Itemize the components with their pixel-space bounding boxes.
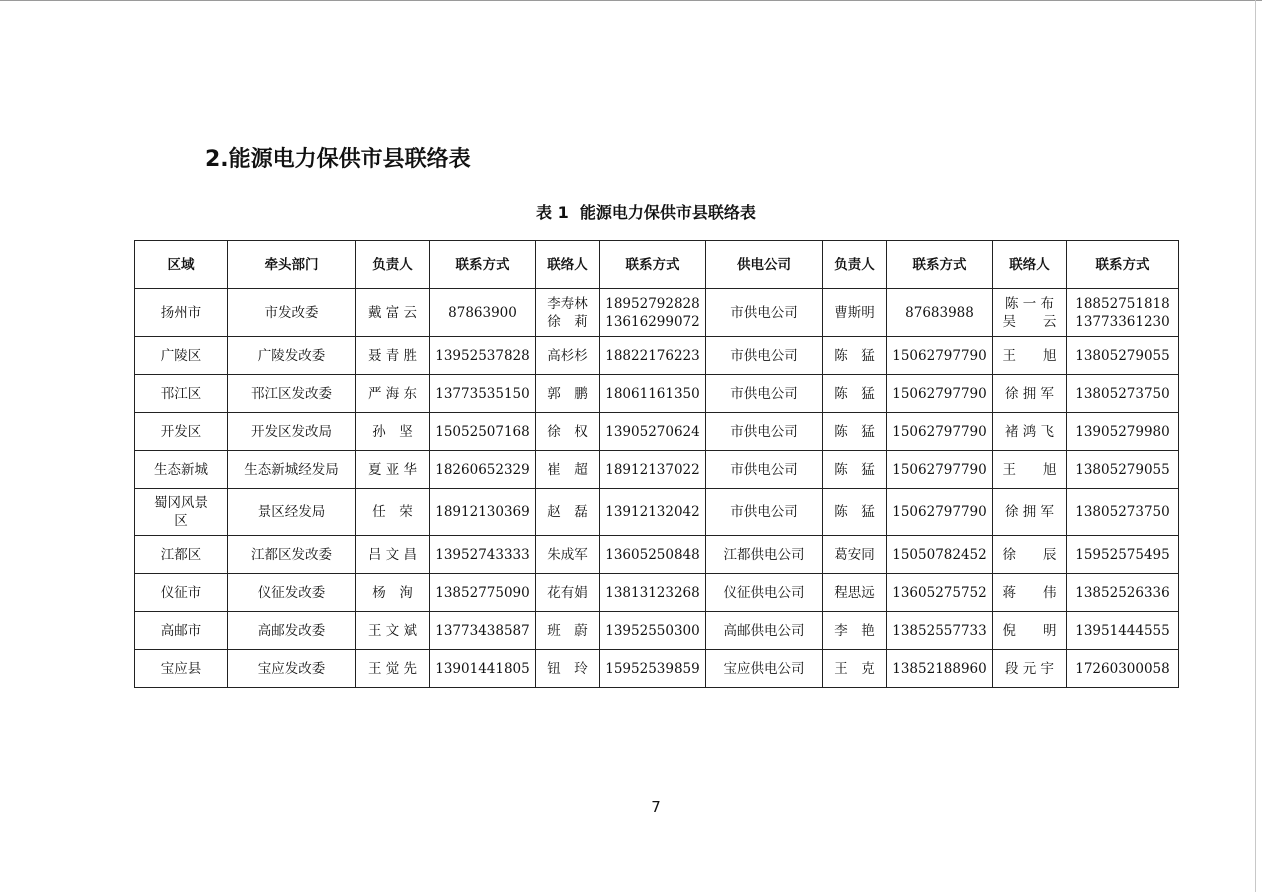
cell-liaison-phone-line: 18952792828 (605, 295, 700, 312)
cell-liaison-line: 赵 磊 (547, 504, 588, 520)
cell-liaison-line: 高杉杉 (547, 347, 588, 364)
table-body (135, 289, 1179, 688)
cell-region (135, 413, 228, 451)
cell-pc-head-phone (887, 536, 993, 574)
cell-dept-text: 江都区发改委 (251, 546, 332, 563)
cell-power-company-text: 市供电公司 (730, 347, 798, 364)
cell-region-text: 扬州市 (160, 304, 202, 321)
cell-dept-text: 高邮发改委 (257, 622, 326, 639)
cell-region-text: 蜀冈风景区 (154, 495, 208, 529)
cell-liaison-phone (600, 289, 706, 337)
cell-dept (228, 489, 356, 536)
cell-region (135, 536, 228, 574)
cell-power-company (706, 413, 823, 451)
cell-head-text: 任 荣 (372, 504, 413, 520)
cell-pc-head-phone-text: 15050782452 (892, 546, 987, 563)
cell-pc-liaison-phone (1067, 451, 1179, 489)
cell-liaison-phone-line: 13952550300 (605, 622, 700, 639)
cell-region-text: 邗江区 (160, 385, 202, 402)
cell-head (356, 289, 430, 337)
cell-pc-liaison-line: 王 旭 (1002, 347, 1057, 364)
cell-region-text: 江都区 (160, 546, 202, 563)
cell-pc-head-phone-text: 13852557733 (892, 622, 987, 639)
cell-liaison-line: 班 蔚 (547, 622, 588, 639)
cell-region-text: 开发区 (160, 423, 202, 440)
cell-pc-head-phone-text: 13605275752 (892, 584, 987, 601)
cell-head-phone-text: 13952743333 (435, 546, 530, 563)
cell-power-company-text: 市供电公司 (730, 385, 798, 402)
cell-power-company (706, 612, 823, 650)
cell-dept-text: 开发区发改局 (251, 423, 332, 440)
cell-head (356, 536, 430, 574)
cell-pc-head-text: 陈 猛 (834, 385, 875, 402)
table-row (135, 612, 1179, 650)
cell-head (356, 574, 430, 612)
cell-head-text: 杨 洵 (372, 584, 413, 601)
cell-pc-head-phone-text: 87683988 (905, 304, 974, 321)
cell-liaison (536, 536, 600, 574)
cell-pc-head-phone-text: 15062797790 (892, 504, 987, 520)
cell-liaison-phone (600, 612, 706, 650)
cell-liaison-phone (600, 337, 706, 375)
cell-pc-liaison (993, 612, 1067, 650)
cell-pc-head-phone-text: 13852188960 (892, 660, 987, 677)
table-row (135, 289, 1179, 337)
cell-liaison (536, 413, 600, 451)
cell-pc-liaison-phone (1067, 375, 1179, 413)
cell-dept-text: 生态新城经发局 (244, 461, 339, 478)
cell-power-company (706, 574, 823, 612)
cell-pc-liaison-phone-line: 13852526336 (1075, 584, 1170, 601)
cell-head-text: 吕 文 昌 (367, 546, 418, 563)
cell-pc-liaison-line: 倪 明 (1002, 622, 1057, 639)
cell-pc-head-text: 陈 猛 (834, 347, 875, 364)
cell-dept (228, 337, 356, 375)
cell-region (135, 650, 228, 688)
cell-liaison (536, 375, 600, 413)
cell-head-text: 孙 坚 (372, 423, 413, 440)
cell-pc-liaison (993, 536, 1067, 574)
cell-head-phone (430, 413, 536, 451)
cell-pc-head (823, 451, 887, 489)
cell-region-text: 宝应县 (160, 660, 202, 677)
cell-pc-liaison-phone-line: 15952575495 (1075, 546, 1170, 563)
cell-pc-head-text: 曹斯明 (834, 304, 875, 321)
cell-head-phone-text: 18260652329 (435, 461, 530, 478)
cell-pc-head-text: 王 克 (834, 660, 875, 677)
cell-head (356, 612, 430, 650)
cell-dept (228, 536, 356, 574)
cell-pc-liaison-line: 徐 拥 军 (1004, 385, 1055, 402)
table-row (135, 375, 1179, 413)
cell-power-company (706, 489, 823, 536)
cell-head (356, 375, 430, 413)
cell-pc-head-phone (887, 413, 993, 451)
cell-liaison (536, 337, 600, 375)
cell-pc-head (823, 489, 887, 536)
cell-head (356, 337, 430, 375)
cell-power-company (706, 337, 823, 375)
cell-region (135, 375, 228, 413)
cell-liaison (536, 612, 600, 650)
cell-liaison-phone (600, 536, 706, 574)
cell-pc-liaison-phone-line: 18852751818 (1075, 295, 1170, 312)
table-row (135, 413, 1179, 451)
col-header-head: 负责人 (356, 241, 430, 289)
cell-power-company-text: 市供电公司 (730, 504, 798, 520)
cell-liaison-line: 郭 鹏 (547, 385, 588, 402)
cell-pc-liaison-phone-line: 13805279055 (1075, 461, 1170, 478)
cell-pc-liaison (993, 574, 1067, 612)
cell-head-phone (430, 574, 536, 612)
cell-head-phone (430, 489, 536, 536)
cell-pc-liaison-phone (1067, 489, 1179, 536)
cell-pc-head-phone (887, 289, 993, 337)
cell-head-phone-text: 13773535150 (435, 385, 530, 402)
cell-head-text: 夏 亚 华 (367, 461, 418, 478)
cell-liaison-phone-line: 13813123268 (605, 584, 700, 601)
cell-region (135, 289, 228, 337)
cell-dept (228, 375, 356, 413)
col-header-liaison: 联络人 (536, 241, 600, 289)
cell-pc-liaison (993, 451, 1067, 489)
cell-region-text: 广陵区 (160, 347, 202, 364)
cell-pc-head-text: 陈 猛 (834, 504, 875, 520)
cell-region (135, 612, 228, 650)
cell-pc-head-text: 陈 猛 (834, 423, 875, 440)
cell-pc-head-phone (887, 574, 993, 612)
cell-power-company-text: 市供电公司 (730, 423, 798, 440)
cell-dept-text: 邗江区发改委 (251, 385, 332, 402)
table-caption: 表 1 能源电力保供市县联络表 (536, 203, 756, 222)
top-border (0, 0, 1262, 1)
cell-dept (228, 413, 356, 451)
page-number: 7 (651, 798, 661, 816)
cell-liaison-phone-line: 18061161350 (605, 385, 700, 402)
cell-power-company (706, 650, 823, 688)
cell-region-text: 仪征市 (160, 584, 202, 601)
cell-pc-head-phone-text: 15062797790 (892, 423, 987, 440)
cell-pc-liaison-line: 褚 鸿 飞 (1004, 423, 1055, 440)
cell-head-phone (430, 375, 536, 413)
cell-liaison-phone (600, 413, 706, 451)
cell-power-company-text: 市供电公司 (730, 461, 798, 478)
cell-liaison (536, 451, 600, 489)
col-header-pc-liaison-phone: 联系方式 (1067, 241, 1179, 289)
cell-pc-liaison-phone (1067, 574, 1179, 612)
cell-liaison-phone-line: 15952539859 (605, 660, 700, 677)
cell-pc-head (823, 650, 887, 688)
cell-head-text: 王 文 斌 (367, 622, 418, 639)
cell-pc-head-phone (887, 375, 993, 413)
cell-liaison-phone (600, 375, 706, 413)
cell-head-phone-text: 15052507168 (435, 423, 530, 440)
cell-liaison (536, 489, 600, 536)
cell-liaison (536, 650, 600, 688)
cell-head-phone (430, 451, 536, 489)
cell-power-company-text: 市供电公司 (730, 304, 798, 321)
cell-pc-head-text: 程思远 (834, 584, 875, 601)
cell-head-phone (430, 289, 536, 337)
cell-head-phone-text: 18912130369 (435, 504, 530, 520)
cell-pc-liaison-line: 陈 一 布 (1004, 295, 1055, 312)
cell-pc-liaison-line: 徐 辰 (1002, 546, 1057, 563)
cell-head-text: 戴 富 云 (367, 304, 418, 321)
cell-region (135, 337, 228, 375)
cell-liaison-phone-line: 13912132042 (605, 504, 700, 520)
cell-pc-liaison-phone (1067, 413, 1179, 451)
cell-pc-head-phone-text: 15062797790 (892, 461, 987, 478)
table-row (135, 574, 1179, 612)
table-row (135, 337, 1179, 375)
cell-dept-text: 仪征发改委 (257, 584, 326, 601)
cell-dept (228, 612, 356, 650)
cell-region (135, 489, 228, 536)
cell-pc-liaison-phone-line: 13951444555 (1075, 622, 1170, 639)
cell-head (356, 451, 430, 489)
cell-head-phone-text: 13952537828 (435, 347, 530, 364)
cell-pc-liaison (993, 337, 1067, 375)
cell-dept (228, 289, 356, 337)
cell-pc-liaison-phone-line: 13805273750 (1075, 385, 1170, 402)
cell-pc-liaison-phone-line: 13773361230 (1075, 313, 1170, 330)
cell-dept-text: 市发改委 (264, 304, 319, 321)
cell-head-text: 严 海 东 (367, 385, 418, 402)
cell-head-phone-text: 13852775090 (435, 584, 530, 601)
section-title: 2.能源电力保供市县联络表 (205, 147, 471, 172)
col-header-pc-liaison: 联络人 (993, 241, 1067, 289)
contact-table (134, 240, 1179, 688)
cell-pc-head-phone (887, 337, 993, 375)
cell-region (135, 574, 228, 612)
cell-liaison-phone-line: 13616299072 (605, 313, 700, 330)
cell-head-phone-text: 13773438587 (435, 622, 530, 639)
cell-region-text: 生态新城 (154, 461, 208, 478)
cell-pc-liaison (993, 650, 1067, 688)
cell-pc-liaison-line: 蒋 伟 (1002, 584, 1057, 601)
table-row (135, 650, 1179, 688)
col-header-dept: 牵头部门 (228, 241, 356, 289)
cell-pc-liaison-phone (1067, 536, 1179, 574)
cell-liaison-phone-line: 13905270624 (605, 423, 700, 440)
cell-head-phone (430, 650, 536, 688)
table-row (135, 489, 1179, 536)
cell-power-company-text: 江都供电公司 (723, 546, 805, 563)
cell-head-phone (430, 337, 536, 375)
cell-dept (228, 451, 356, 489)
cell-liaison-line: 钮 玲 (547, 660, 588, 677)
cell-head-phone-text: 13901441805 (435, 660, 530, 677)
cell-head (356, 650, 430, 688)
cell-power-company-text: 高邮供电公司 (723, 622, 805, 639)
cell-liaison-phone-line: 13605250848 (605, 546, 700, 563)
col-header-liaison-phone: 联系方式 (600, 241, 706, 289)
table-row (135, 451, 1179, 489)
cell-pc-liaison (993, 489, 1067, 536)
cell-head (356, 489, 430, 536)
cell-liaison (536, 574, 600, 612)
cell-liaison-phone (600, 574, 706, 612)
col-header-head-phone: 联系方式 (430, 241, 536, 289)
cell-pc-liaison-line: 吴 云 (1002, 313, 1057, 330)
cell-liaison (536, 289, 600, 337)
cell-pc-head-phone (887, 650, 993, 688)
cell-pc-liaison-phone (1067, 612, 1179, 650)
cell-pc-head-phone (887, 612, 993, 650)
cell-pc-liaison-phone-line: 17260300058 (1075, 660, 1170, 677)
cell-pc-liaison (993, 375, 1067, 413)
cell-pc-head (823, 413, 887, 451)
cell-pc-head-text: 陈 猛 (834, 461, 875, 478)
cell-liaison-phone (600, 650, 706, 688)
cell-liaison-line: 朱成军 (547, 546, 588, 563)
cell-pc-liaison-phone (1067, 337, 1179, 375)
cell-pc-head (823, 536, 887, 574)
right-border (1255, 0, 1256, 892)
cell-liaison-line: 崔 超 (547, 461, 588, 478)
col-header-power-company: 供电公司 (706, 241, 823, 289)
cell-liaison-line: 李寿林 (547, 295, 588, 312)
cell-pc-liaison (993, 413, 1067, 451)
col-header-pc-head-phone: 联系方式 (887, 241, 993, 289)
cell-power-company (706, 289, 823, 337)
cell-dept (228, 650, 356, 688)
cell-region (135, 451, 228, 489)
cell-head (356, 413, 430, 451)
cell-pc-liaison-phone (1067, 650, 1179, 688)
cell-liaison-phone-line: 18822176223 (605, 347, 700, 364)
cell-dept (228, 574, 356, 612)
cell-pc-liaison-line: 徐 拥 军 (1004, 504, 1055, 520)
cell-power-company-text: 宝应供电公司 (723, 660, 805, 677)
cell-pc-head-phone (887, 489, 993, 536)
cell-pc-head-phone-text: 15062797790 (892, 347, 987, 364)
cell-pc-liaison-line: 王 旭 (1002, 461, 1057, 478)
cell-pc-liaison-phone-line: 13805273750 (1075, 504, 1170, 520)
cell-liaison-line: 徐 权 (547, 423, 588, 440)
table-row (135, 536, 1179, 574)
cell-pc-head-phone (887, 451, 993, 489)
cell-head-text: 聂 青 胜 (367, 347, 418, 364)
cell-liaison-phone (600, 451, 706, 489)
cell-pc-head-text: 葛安同 (834, 546, 875, 563)
cell-region-text: 高邮市 (160, 622, 202, 639)
cell-head-phone (430, 536, 536, 574)
table-header-row (135, 241, 1179, 289)
col-header-region: 区域 (135, 241, 228, 289)
cell-liaison-phone (600, 489, 706, 536)
cell-pc-liaison-line: 段 元 宇 (1004, 660, 1055, 677)
cell-liaison-line: 花有娟 (547, 584, 588, 601)
cell-liaison-phone-line: 18912137022 (605, 461, 700, 478)
col-header-pc-head: 负责人 (823, 241, 887, 289)
cell-pc-liaison-phone (1067, 289, 1179, 337)
cell-pc-head-text: 李 艳 (834, 622, 875, 639)
cell-liaison-line: 徐 莉 (547, 313, 588, 330)
cell-dept-text: 广陵发改委 (257, 347, 326, 364)
cell-dept-text: 景区经发局 (257, 504, 326, 520)
cell-pc-head-phone-text: 15062797790 (892, 385, 987, 402)
cell-power-company-text: 仪征供电公司 (723, 584, 805, 601)
cell-pc-head (823, 375, 887, 413)
cell-pc-liaison-phone-line: 13905279980 (1075, 423, 1170, 440)
cell-power-company (706, 451, 823, 489)
cell-pc-head (823, 289, 887, 337)
cell-pc-head (823, 612, 887, 650)
cell-head-phone-text: 87863900 (448, 304, 517, 321)
cell-power-company (706, 375, 823, 413)
cell-dept-text: 宝应发改委 (257, 660, 326, 677)
cell-head-phone (430, 612, 536, 650)
cell-pc-head (823, 574, 887, 612)
cell-pc-head (823, 337, 887, 375)
cell-pc-liaison (993, 289, 1067, 337)
cell-head-text: 王 觉 先 (367, 660, 418, 677)
cell-power-company (706, 536, 823, 574)
cell-pc-liaison-phone-line: 13805279055 (1075, 347, 1170, 364)
